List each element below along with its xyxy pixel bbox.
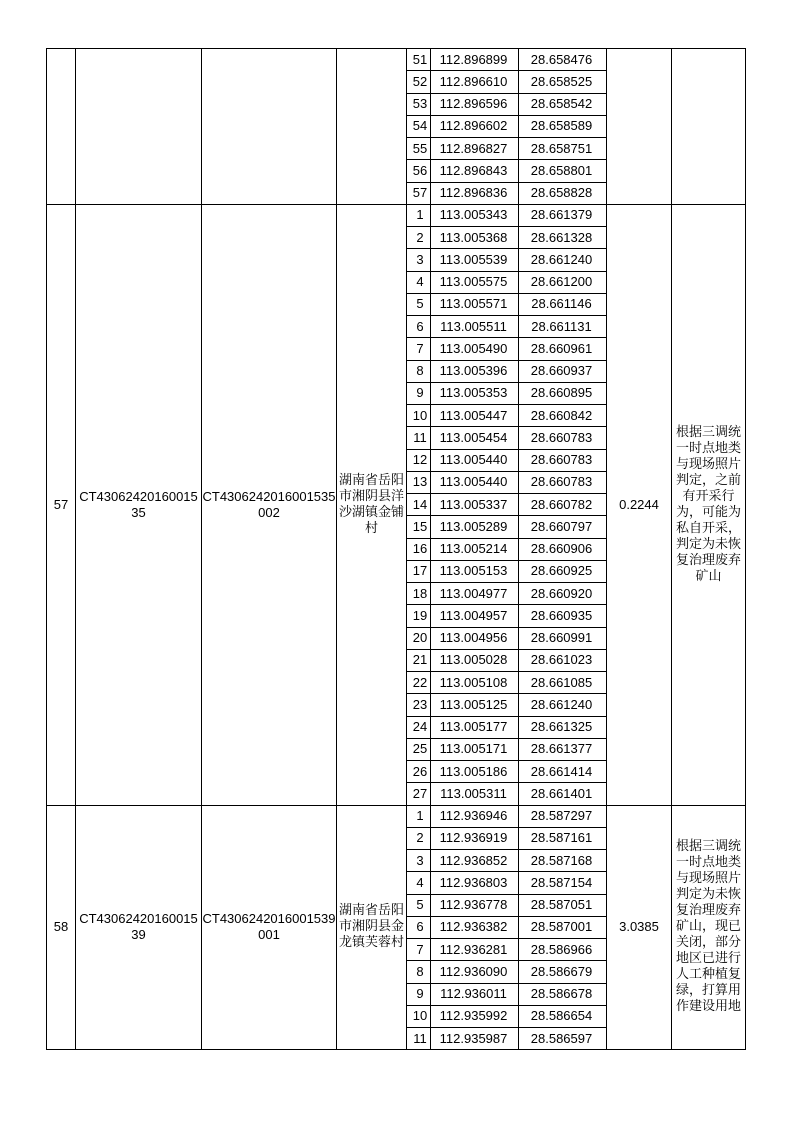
- area-cell: 0.2244: [607, 204, 672, 805]
- point-number: 55: [407, 138, 431, 160]
- longitude-cell: 112.896610: [431, 71, 519, 93]
- point-number: 15: [407, 516, 431, 538]
- latitude-cell: 28.661379: [519, 204, 607, 226]
- longitude-cell: 113.005511: [431, 316, 519, 338]
- latitude-cell: 28.660797: [519, 516, 607, 538]
- longitude-cell: 113.004956: [431, 627, 519, 649]
- point-number: 13: [407, 471, 431, 493]
- point-number: 9: [407, 382, 431, 404]
- latitude-cell: 28.587161: [519, 827, 607, 849]
- latitude-cell: 28.660782: [519, 494, 607, 516]
- point-number: 54: [407, 115, 431, 137]
- longitude-cell: 113.005490: [431, 338, 519, 360]
- longitude-cell: 112.936011: [431, 983, 519, 1005]
- point-number: 19: [407, 605, 431, 627]
- longitude-cell: 113.005343: [431, 204, 519, 226]
- point-number: 8: [407, 961, 431, 983]
- longitude-cell: 113.005153: [431, 560, 519, 582]
- latitude-cell: 28.587168: [519, 850, 607, 872]
- longitude-cell: 113.005186: [431, 761, 519, 783]
- longitude-cell: 112.936382: [431, 916, 519, 938]
- coordinate-table: [46, 48, 746, 1050]
- latitude-cell: 28.658828: [519, 182, 607, 204]
- point-number: 4: [407, 872, 431, 894]
- latitude-cell: 28.587001: [519, 916, 607, 938]
- latitude-cell: 28.661085: [519, 672, 607, 694]
- latitude-cell: 28.658525: [519, 71, 607, 93]
- project-code: CT4306242016001535: [76, 204, 202, 805]
- latitude-cell: 28.661023: [519, 649, 607, 671]
- table-row: [47, 49, 746, 71]
- latitude-cell: 28.586678: [519, 983, 607, 1005]
- longitude-cell: 112.936281: [431, 939, 519, 961]
- longitude-cell: 113.004957: [431, 605, 519, 627]
- point-number: 2: [407, 827, 431, 849]
- point-number: 3: [407, 850, 431, 872]
- latitude-cell: 28.660783: [519, 471, 607, 493]
- point-number: 17: [407, 560, 431, 582]
- point-number: 3: [407, 249, 431, 271]
- longitude-cell: 112.896843: [431, 160, 519, 182]
- longitude-cell: 113.005171: [431, 738, 519, 760]
- longitude-cell: 113.005440: [431, 471, 519, 493]
- longitude-cell: 112.896899: [431, 49, 519, 71]
- longitude-cell: 112.896836: [431, 182, 519, 204]
- latitude-cell: 28.660783: [519, 449, 607, 471]
- latitude-cell: 28.660961: [519, 338, 607, 360]
- latitude-cell: 28.658542: [519, 93, 607, 115]
- longitude-cell: 113.005177: [431, 716, 519, 738]
- point-number: 8: [407, 360, 431, 382]
- latitude-cell: 28.586966: [519, 939, 607, 961]
- longitude-cell: 113.005214: [431, 538, 519, 560]
- point-number: 52: [407, 71, 431, 93]
- longitude-cell: 113.005447: [431, 405, 519, 427]
- longitude-cell: 113.005028: [431, 649, 519, 671]
- point-number: 20: [407, 627, 431, 649]
- point-number: 6: [407, 916, 431, 938]
- latitude-cell: 28.661240: [519, 694, 607, 716]
- project-code: CT4306242016001539: [76, 805, 202, 1050]
- latitude-cell: 28.661146: [519, 293, 607, 315]
- longitude-cell: 113.005289: [431, 516, 519, 538]
- point-number: 7: [407, 939, 431, 961]
- note-cell: [672, 49, 746, 205]
- latitude-cell: 28.661328: [519, 227, 607, 249]
- latitude-cell: 28.660895: [519, 382, 607, 404]
- point-number: 12: [407, 449, 431, 471]
- longitude-cell: 112.936946: [431, 805, 519, 827]
- latitude-cell: 28.661131: [519, 316, 607, 338]
- point-number: 9: [407, 983, 431, 1005]
- latitude-cell: 28.661401: [519, 783, 607, 805]
- latitude-cell: 28.586597: [519, 1028, 607, 1050]
- point-number: 21: [407, 649, 431, 671]
- point-number: 22: [407, 672, 431, 694]
- longitude-cell: 113.005108: [431, 672, 519, 694]
- longitude-cell: 113.005454: [431, 427, 519, 449]
- latitude-cell: 28.660783: [519, 427, 607, 449]
- longitude-cell: 113.005396: [431, 360, 519, 382]
- longitude-cell: 113.005311: [431, 783, 519, 805]
- point-number: 11: [407, 427, 431, 449]
- location-cell: [337, 49, 407, 205]
- latitude-cell: 28.661200: [519, 271, 607, 293]
- location-cell: 湖南省岳阳市湘阴县金龙镇芙蓉村: [337, 805, 407, 1050]
- latitude-cell: 28.660925: [519, 560, 607, 582]
- point-number: 16: [407, 538, 431, 560]
- latitude-cell: 28.660906: [519, 538, 607, 560]
- point-number: 24: [407, 716, 431, 738]
- table-body: [47, 49, 746, 1050]
- point-number: 51: [407, 49, 431, 71]
- latitude-cell: 28.660935: [519, 605, 607, 627]
- latitude-cell: 28.587297: [519, 805, 607, 827]
- point-number: 2: [407, 227, 431, 249]
- point-number: 25: [407, 738, 431, 760]
- project-code: [76, 49, 202, 205]
- latitude-cell: 28.586654: [519, 1005, 607, 1027]
- latitude-cell: 28.660937: [519, 360, 607, 382]
- parcel-code: CT4306242016001535002: [202, 204, 337, 805]
- point-number: 14: [407, 494, 431, 516]
- longitude-cell: 112.935992: [431, 1005, 519, 1027]
- latitude-cell: 28.658751: [519, 138, 607, 160]
- longitude-cell: 113.005440: [431, 449, 519, 471]
- area-cell: 3.0385: [607, 805, 672, 1050]
- longitude-cell: 113.005353: [431, 382, 519, 404]
- latitude-cell: 28.660991: [519, 627, 607, 649]
- latitude-cell: 28.658589: [519, 115, 607, 137]
- longitude-cell: 112.936803: [431, 872, 519, 894]
- longitude-cell: 113.005539: [431, 249, 519, 271]
- row-index: 58: [47, 805, 76, 1050]
- longitude-cell: 112.936852: [431, 850, 519, 872]
- longitude-cell: 113.005571: [431, 293, 519, 315]
- latitude-cell: 28.586679: [519, 961, 607, 983]
- table-row: [47, 204, 746, 226]
- point-number: 11: [407, 1028, 431, 1050]
- point-number: 10: [407, 405, 431, 427]
- latitude-cell: 28.660842: [519, 405, 607, 427]
- location-cell: 湖南省岳阳市湘阴县洋沙湖镇金铺村: [337, 204, 407, 805]
- longitude-cell: 113.005368: [431, 227, 519, 249]
- latitude-cell: 28.587154: [519, 872, 607, 894]
- row-index: 57: [47, 204, 76, 805]
- point-number: 7: [407, 338, 431, 360]
- row-index: [47, 49, 76, 205]
- point-number: 26: [407, 761, 431, 783]
- point-number: 5: [407, 894, 431, 916]
- point-number: 10: [407, 1005, 431, 1027]
- point-number: 6: [407, 316, 431, 338]
- longitude-cell: 112.936778: [431, 894, 519, 916]
- latitude-cell: 28.661325: [519, 716, 607, 738]
- point-number: 57: [407, 182, 431, 204]
- point-number: 5: [407, 293, 431, 315]
- point-number: 56: [407, 160, 431, 182]
- point-number: 27: [407, 783, 431, 805]
- longitude-cell: 113.005337: [431, 494, 519, 516]
- latitude-cell: 28.658476: [519, 49, 607, 71]
- longitude-cell: 112.896827: [431, 138, 519, 160]
- longitude-cell: 112.896602: [431, 115, 519, 137]
- note-cell: 根据三调统一时点地类与现场照片判定为未恢复治理废弃矿山，现已关闭，部分地区已进行人工种植复绿，打算用作建设用地: [672, 805, 746, 1050]
- latitude-cell: 28.661414: [519, 761, 607, 783]
- point-number: 1: [407, 204, 431, 226]
- area-cell: [607, 49, 672, 205]
- parcel-code: [202, 49, 337, 205]
- parcel-code: CT4306242016001539001: [202, 805, 337, 1050]
- latitude-cell: 28.587051: [519, 894, 607, 916]
- longitude-cell: 113.005125: [431, 694, 519, 716]
- point-number: 23: [407, 694, 431, 716]
- latitude-cell: 28.661377: [519, 738, 607, 760]
- longitude-cell: 112.936090: [431, 961, 519, 983]
- point-number: 4: [407, 271, 431, 293]
- longitude-cell: 112.936919: [431, 827, 519, 849]
- longitude-cell: 113.005575: [431, 271, 519, 293]
- latitude-cell: 28.658801: [519, 160, 607, 182]
- latitude-cell: 28.661240: [519, 249, 607, 271]
- longitude-cell: 112.896596: [431, 93, 519, 115]
- point-number: 18: [407, 583, 431, 605]
- point-number: 53: [407, 93, 431, 115]
- longitude-cell: 112.935987: [431, 1028, 519, 1050]
- note-cell: 根据三调统一时点地类与现场照片判定，之前有开采行为，可能为私自开采，判定为未恢复治理废弃矿山: [672, 204, 746, 805]
- table-row: [47, 805, 746, 827]
- point-number: 1: [407, 805, 431, 827]
- latitude-cell: 28.660920: [519, 583, 607, 605]
- longitude-cell: 113.004977: [431, 583, 519, 605]
